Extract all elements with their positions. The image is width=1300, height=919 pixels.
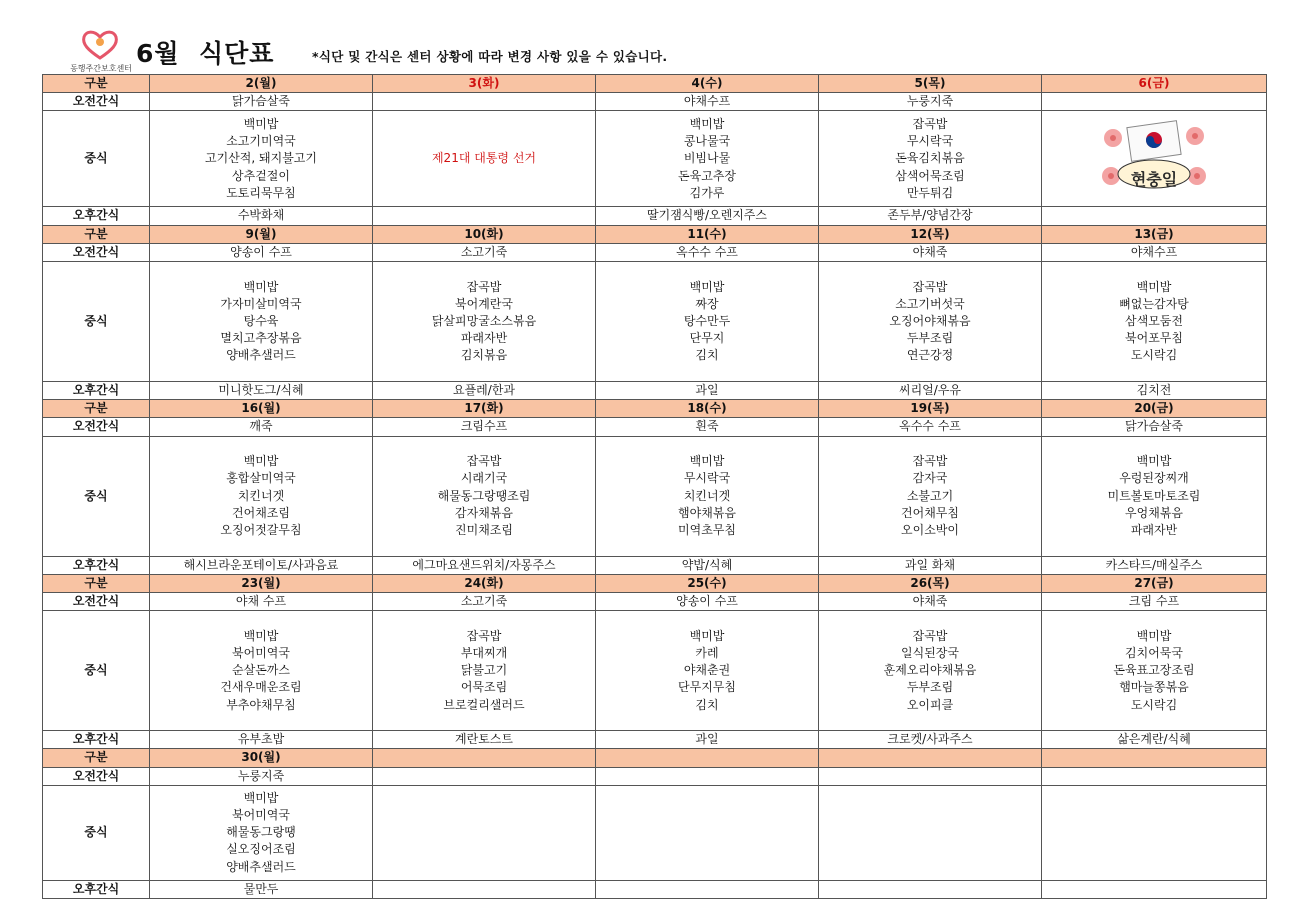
lunch-item: 건어채조림 — [232, 505, 290, 520]
lunch-label: 중식 — [43, 111, 150, 207]
lunch-item: 잡곡밥 — [466, 279, 502, 294]
lunch-item: 잡곡밥 — [912, 454, 948, 469]
morning-snack-cell: 야채 수프 — [150, 593, 373, 611]
lunch-cell — [1042, 436, 1267, 556]
lunch-cell — [373, 611, 596, 731]
morning-snack-row — [43, 593, 1267, 611]
lunch-item: 우엉채볶음 — [1125, 505, 1183, 520]
lunch-item: 미트볼토마토조림 — [1107, 488, 1201, 503]
day-header: 20(금) — [1042, 400, 1267, 418]
afternoon-snack-cell — [819, 880, 1042, 898]
lunch-cell — [596, 262, 819, 382]
morning-snack-label: 오전간식 — [43, 243, 150, 261]
lunch-item: 백미밥 — [1136, 628, 1172, 643]
lunch-item: 상추겉절이 — [232, 168, 290, 183]
lunch-item: 백미밥 — [689, 454, 725, 469]
lunch-item: 만두튀김 — [906, 185, 954, 200]
afternoon-snack-cell: 약밥/식혜 — [596, 556, 819, 574]
lunch-item: 햄마늘쫑볶음 — [1119, 680, 1189, 695]
lunch-cell — [150, 611, 373, 731]
lunch-item: 부대찌개 — [460, 645, 508, 660]
lunch-item: 치킨너겟 — [683, 488, 731, 503]
day-header: 3(화) — [373, 75, 596, 93]
afternoon-snack-cell — [1042, 880, 1267, 898]
lunch-label: 중식 — [43, 611, 150, 731]
lunch-cell — [819, 262, 1042, 382]
morning-snack-row — [43, 243, 1267, 261]
lunch-cell — [373, 785, 596, 880]
lunch-item: 짜장 — [695, 296, 719, 311]
lunch-item: 북어미역국 — [232, 645, 290, 660]
morning-snack-cell: 흰죽 — [596, 418, 819, 436]
lunch-item: 어묵조림 — [460, 680, 508, 695]
afternoon-snack-cell: 과일 — [596, 731, 819, 749]
lunch-item: 해물동그랑땡 — [226, 825, 296, 840]
lunch-item: 무시락국 — [683, 471, 731, 486]
lunch-item: 양배추샐러드 — [226, 348, 296, 363]
afternoon-snack-label: 오후간식 — [43, 880, 150, 898]
week-header-row — [43, 400, 1267, 418]
morning-snack-cell: 깨죽 — [150, 418, 373, 436]
afternoon-snack-label: 오후간식 — [43, 731, 150, 749]
afternoon-snack-cell: 유부초밥 — [150, 731, 373, 749]
lunch-item: 백미밥 — [689, 279, 725, 294]
morning-snack-label: 오전간식 — [43, 93, 150, 111]
lunch-cell — [819, 611, 1042, 731]
notice-text: *식단 및 간식은 센터 상황에 따라 변경 사항 있을 수 있습니다. — [312, 49, 668, 64]
week-header-row — [43, 225, 1267, 243]
lunch-item: 돈육표고장조림 — [1113, 663, 1195, 678]
lunch-cell — [819, 111, 1042, 207]
morning-snack-row — [43, 418, 1267, 436]
afternoon-snack-cell: 존두부/양념간장 — [819, 207, 1042, 225]
lunch-item: 백미밥 — [689, 628, 725, 643]
page-header — [42, 22, 1266, 72]
lunch-row — [43, 611, 1267, 731]
lunch-item: 양배추샐러드 — [226, 859, 296, 874]
morning-snack-cell: 누룽지죽 — [150, 767, 373, 785]
lunch-item: 야채춘권 — [683, 663, 731, 678]
lunch-row — [43, 111, 1267, 207]
morning-snack-label: 오전간식 — [43, 767, 150, 785]
lunch-item: 잡곡밥 — [466, 454, 502, 469]
day-header: 17(화) — [373, 400, 596, 418]
lunch-item: 돈육고추장 — [678, 168, 736, 183]
afternoon-snack-cell: 과일 화채 — [819, 556, 1042, 574]
lunch-cell — [373, 262, 596, 382]
lunch-item: 잡곡밥 — [912, 279, 948, 294]
afternoon-snack-cell: 삶은계란/식혜 — [1042, 731, 1267, 749]
lunch-cell — [150, 111, 373, 207]
lunch-item: 도토리묵무침 — [226, 185, 296, 200]
afternoon-snack-cell: 미니핫도그/식혜 — [150, 382, 373, 400]
morning-snack-cell — [373, 767, 596, 785]
afternoon-snack-cell: 김치전 — [1042, 382, 1267, 400]
lunch-item: 홍합살미역국 — [226, 471, 296, 486]
day-header — [596, 749, 819, 767]
lunch-row — [43, 436, 1267, 556]
lunch-cell — [819, 436, 1042, 556]
lunch-cell — [596, 611, 819, 731]
lunch-item: 파래자반 — [1130, 522, 1178, 537]
lunch-item: 순살돈까스 — [232, 663, 290, 678]
lunch-item: 백미밥 — [243, 279, 279, 294]
lunch-item: 카레 — [695, 645, 719, 660]
lunch-item: 백미밥 — [243, 628, 279, 643]
morning-snack-cell: 소고기죽 — [373, 593, 596, 611]
day-header — [373, 749, 596, 767]
lunch-cell — [1042, 611, 1267, 731]
lunch-item: 건어채무침 — [901, 505, 959, 520]
lunch-item: 탕수육 — [243, 313, 279, 328]
lunch-item: 콩나물국 — [683, 134, 731, 149]
lunch-cell — [150, 262, 373, 382]
day-header: 12(목) — [819, 225, 1042, 243]
morning-snack-cell: 양송이 수프 — [150, 243, 373, 261]
lunch-item: 우렁된장찌개 — [1119, 471, 1189, 486]
lunch-item: 소고기버섯국 — [895, 296, 965, 311]
lunch-item: 실오징어조림 — [226, 842, 296, 857]
lunch-item: 북어계란국 — [455, 296, 513, 311]
lunch-item: 가자미살미역국 — [220, 296, 302, 311]
page-title: 6월 식단표 — [136, 39, 275, 68]
week-header-row — [43, 749, 1267, 767]
lunch-cell — [373, 111, 596, 207]
lunch-item: 백미밥 — [1136, 279, 1172, 294]
memorial-day-badge — [1099, 116, 1209, 201]
lunch-item: 연근강정 — [906, 348, 954, 363]
afternoon-snack-cell — [373, 880, 596, 898]
morning-snack-label: 오전간식 — [43, 593, 150, 611]
lunch-item: 건새우매운조림 — [220, 680, 302, 695]
lunch-item: 백미밥 — [243, 116, 279, 131]
lunch-item: 감자국 — [912, 471, 948, 486]
afternoon-snack-cell: 해시브라운포테이토/사과음료 — [150, 556, 373, 574]
lunch-cell — [596, 785, 819, 880]
day-header: 19(목) — [819, 400, 1042, 418]
lunch-item: 단무지 — [689, 331, 725, 346]
lunch-cell — [150, 785, 373, 880]
morning-snack-cell — [1042, 767, 1267, 785]
lunch-item: 일식된장국 — [901, 645, 959, 660]
afternoon-snack-cell: 크로켓/사과주스 — [819, 731, 1042, 749]
morning-snack-cell: 야채수프 — [596, 93, 819, 111]
lunch-cell — [596, 111, 819, 207]
morning-snack-cell: 닭가슴살죽 — [1042, 418, 1267, 436]
afternoon-snack-cell: 계란토스트 — [373, 731, 596, 749]
lunch-cell — [373, 436, 596, 556]
morning-snack-cell: 옥수수 수프 — [596, 243, 819, 261]
division-label: 구분 — [43, 75, 150, 93]
lunch-item: 소불고기 — [906, 488, 954, 503]
morning-snack-cell: 야채죽 — [819, 593, 1042, 611]
afternoon-snack-row — [43, 207, 1267, 225]
lunch-item: 김치어묵국 — [1125, 645, 1183, 660]
lunch-item: 비빔나물 — [683, 151, 731, 166]
lunch-item: 뼈없는감자탕 — [1119, 296, 1189, 311]
morning-snack-cell: 소고기죽 — [373, 243, 596, 261]
lunch-item: 멸치고추장볶음 — [220, 331, 302, 346]
logo-text: 동행주간보호센터 — [70, 64, 132, 73]
day-header: 30(월) — [150, 749, 373, 767]
lunch-item: 해물동그랑땡조림 — [437, 488, 531, 503]
lunch-item: 삼색어묵조림 — [895, 168, 965, 183]
lunch-item: 김치 — [695, 697, 719, 712]
day-header: 26(목) — [819, 574, 1042, 592]
afternoon-snack-row — [43, 731, 1267, 749]
morning-snack-cell: 크림수프 — [373, 418, 596, 436]
day-header — [1042, 749, 1267, 767]
lunch-item: 오이피클 — [906, 697, 954, 712]
day-header: 27(금) — [1042, 574, 1267, 592]
lunch-item: 돈육김치볶음 — [895, 151, 965, 166]
lunch-item: 오이소박이 — [901, 522, 959, 537]
morning-snack-cell: 닭가슴살죽 — [150, 93, 373, 111]
morning-snack-cell — [819, 767, 1042, 785]
lunch-item: 탕수만두 — [683, 313, 731, 328]
morning-snack-cell: 야채죽 — [819, 243, 1042, 261]
afternoon-snack-label: 오후간식 — [43, 207, 150, 225]
lunch-item: 도시락김 — [1130, 348, 1178, 363]
afternoon-snack-row — [43, 382, 1267, 400]
day-header: 4(수) — [596, 75, 819, 93]
day-header: 10(화) — [373, 225, 596, 243]
afternoon-snack-row — [43, 880, 1267, 898]
day-header: 6(금) — [1042, 75, 1267, 93]
afternoon-snack-cell: 에그마요샌드위치/자몽주스 — [373, 556, 596, 574]
lunch-item: 삼색모둠전 — [1125, 313, 1183, 328]
morning-snack-row — [43, 93, 1267, 111]
afternoon-snack-cell: 과일 — [596, 382, 819, 400]
day-header: 9(월) — [150, 225, 373, 243]
lunch-item: 무시락국 — [906, 134, 954, 149]
meal-plan-table — [42, 74, 1267, 899]
lunch-item: 제21대 대통령 선거 — [431, 151, 537, 166]
day-header: 25(수) — [596, 574, 819, 592]
afternoon-snack-cell — [373, 207, 596, 225]
lunch-item: 잡곡밥 — [912, 116, 948, 131]
week-header-row — [43, 574, 1267, 592]
lunch-item: 단무지무침 — [678, 680, 736, 695]
lunch-item: 미역초무침 — [678, 522, 736, 537]
lunch-item: 백미밥 — [243, 454, 279, 469]
center-logo — [56, 28, 146, 72]
lunch-item: 북어미역국 — [232, 808, 290, 823]
lunch-label: 중식 — [43, 436, 150, 556]
morning-snack-cell: 크림 수프 — [1042, 593, 1267, 611]
day-header: 13(금) — [1042, 225, 1267, 243]
lunch-row — [43, 785, 1267, 880]
day-header: 16(월) — [150, 400, 373, 418]
division-label: 구분 — [43, 400, 150, 418]
day-header: 11(수) — [596, 225, 819, 243]
lunch-item: 시래기국 — [460, 471, 508, 486]
division-label: 구분 — [43, 749, 150, 767]
division-label: 구분 — [43, 574, 150, 592]
morning-snack-cell — [1042, 93, 1267, 111]
lunch-item: 김치 — [695, 348, 719, 363]
day-header: 24(화) — [373, 574, 596, 592]
morning-snack-cell — [596, 767, 819, 785]
lunch-row — [43, 262, 1267, 382]
afternoon-snack-cell: 물만두 — [150, 880, 373, 898]
lunch-item: 고기산적, 돼지불고기 — [205, 151, 317, 166]
lunch-item: 백미밥 — [689, 116, 725, 131]
lunch-item: 닭불고기 — [460, 663, 508, 678]
afternoon-snack-cell — [596, 880, 819, 898]
heart-logo-icon — [80, 28, 120, 62]
afternoon-snack-label: 오후간식 — [43, 556, 150, 574]
afternoon-snack-cell: 요플레/한과 — [373, 382, 596, 400]
lunch-item: 두부조림 — [906, 680, 954, 695]
lunch-item: 김가루 — [689, 185, 725, 200]
lunch-item: 브로컬리샐러드 — [443, 697, 525, 712]
morning-snack-cell: 누룽지죽 — [819, 93, 1042, 111]
afternoon-snack-cell — [1042, 207, 1267, 225]
afternoon-snack-cell: 씨리얼/우유 — [819, 382, 1042, 400]
day-header: 2(월) — [150, 75, 373, 93]
lunch-cell — [1042, 111, 1267, 207]
division-label: 구분 — [43, 225, 150, 243]
lunch-item: 오징어젓갈무침 — [220, 522, 302, 537]
lunch-label: 중식 — [43, 785, 150, 880]
lunch-item: 훈제오리야채볶음 — [883, 663, 977, 678]
lunch-item: 치킨너겟 — [237, 488, 285, 503]
lunch-cell — [150, 436, 373, 556]
lunch-item: 김치볶음 — [460, 348, 508, 363]
afternoon-snack-label: 오후간식 — [43, 382, 150, 400]
lunch-item: 감자채볶음 — [455, 505, 513, 520]
lunch-item: 백미밥 — [243, 790, 279, 805]
lunch-item: 백미밥 — [1136, 454, 1172, 469]
day-header: 18(수) — [596, 400, 819, 418]
lunch-item: 북어포무침 — [1125, 331, 1183, 346]
afternoon-snack-cell: 딸기잼식빵/오렌지주스 — [596, 207, 819, 225]
morning-snack-cell — [373, 93, 596, 111]
lunch-item: 오징어야채볶음 — [889, 313, 971, 328]
week-header-row — [43, 75, 1267, 93]
day-header: 23(월) — [150, 574, 373, 592]
lunch-item: 진미채조림 — [455, 522, 513, 537]
lunch-item: 잡곡밥 — [466, 628, 502, 643]
lunch-cell — [1042, 785, 1267, 880]
morning-snack-cell: 옥수수 수프 — [819, 418, 1042, 436]
day-header — [819, 749, 1042, 767]
morning-snack-row — [43, 767, 1267, 785]
morning-snack-cell: 양송이 수프 — [596, 593, 819, 611]
lunch-item: 도시락김 — [1130, 697, 1178, 712]
morning-snack-cell: 야채수프 — [1042, 243, 1267, 261]
morning-snack-label: 오전간식 — [43, 418, 150, 436]
lunch-item: 닭살피망굴소스볶음 — [431, 313, 537, 328]
afternoon-snack-row — [43, 556, 1267, 574]
lunch-cell — [1042, 262, 1267, 382]
lunch-item: 두부조림 — [906, 331, 954, 346]
lunch-item: 잡곡밥 — [912, 628, 948, 643]
afternoon-snack-cell: 카스타드/매실주스 — [1042, 556, 1267, 574]
lunch-item: 햄야채볶음 — [678, 505, 736, 520]
lunch-label: 중식 — [43, 262, 150, 382]
lunch-cell — [596, 436, 819, 556]
lunch-cell — [819, 785, 1042, 880]
lunch-item: 파래자반 — [460, 331, 508, 346]
afternoon-snack-cell: 수박화채 — [150, 207, 373, 225]
day-header: 5(목) — [819, 75, 1042, 93]
lunch-item: 부추야채무침 — [226, 697, 296, 712]
lunch-item: 소고기미역국 — [226, 134, 296, 149]
